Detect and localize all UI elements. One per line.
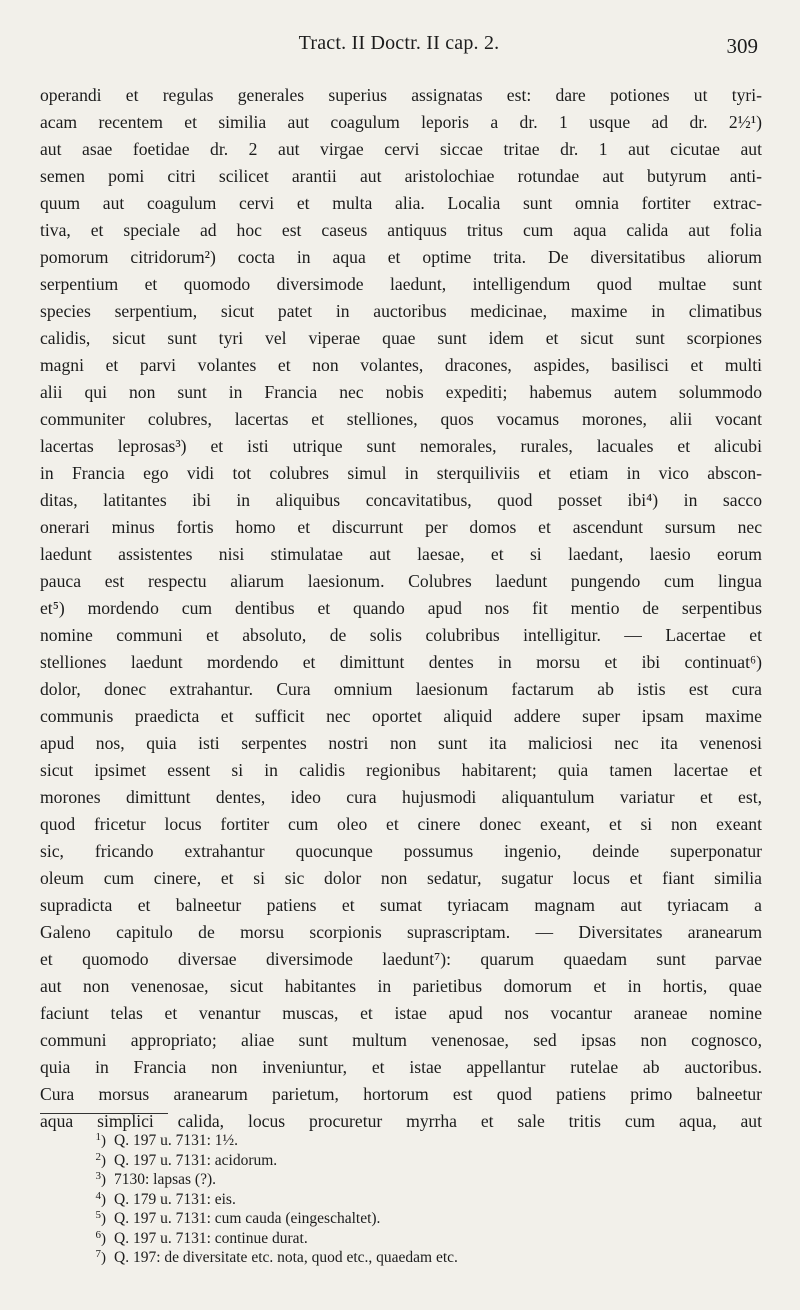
text-line: lacertas leprosas³) et isti utrique sunt nemorales, rurales, lacuales et alicubi xyxy=(40,436,762,456)
footnote-marker: 4 ) xyxy=(40,1187,114,1211)
text-line: supradicta et balneetur patiens et sumat tyriacam magnam aut tyriacam a xyxy=(40,895,762,915)
footnote-marker: 3 ) xyxy=(40,1167,114,1191)
text-line: communi appropriato; aliae sunt multum venenosae, sed ipsas non cognosco, xyxy=(40,1030,762,1050)
footnotes xyxy=(40,1128,600,1265)
page-header xyxy=(40,32,758,62)
text-line: quia in Francia non inveniuntur, et istae appellantur rutelae ab auctoribus. xyxy=(40,1057,762,1077)
footnote xyxy=(40,1128,600,1148)
text-line: tiva, et speciale ad hoc est caseus antiquus tritus cum aqua calida aut folia xyxy=(40,220,762,240)
text-line: dolor, donec extrahantur. Cura omnium laesionum factarum ab istis est cura xyxy=(40,679,762,699)
text-line: communiter colubres, lacertas et stelliones, quos vocamus morones, alii vocant xyxy=(40,409,762,429)
text-line: et quomodo diversae diversimode laedunt⁷): quarum quaedam sunt parvae xyxy=(40,949,762,969)
text-line: aut non venenosae, sicut habitantes in parietibus domorum et in hortis, quae xyxy=(40,976,762,996)
footnote-text: Q. 197: de diversitate etc. nota, quod etc., quaedam etc. xyxy=(114,1249,458,1266)
footnote-rule xyxy=(40,1113,168,1114)
footnote-text: 7130: lapsas (?). xyxy=(114,1171,217,1188)
text-line: stelliones laedunt mordendo et dimittunt dentes in morsu et ibi continuat⁶) xyxy=(40,652,762,672)
text-line: communis praedicta et sufficit nec oportet aliquid addere super ipsam maxime xyxy=(40,706,762,726)
text-line: laedunt assistentes nisi stimulatae aut laesae, et si laedant, laesio eorum xyxy=(40,544,762,564)
footnote-text: Q. 197 u. 7131: 1½. xyxy=(114,1132,238,1149)
footnote-text: Q. 179 u. 7131: eis. xyxy=(114,1190,236,1208)
text-line: quod fricetur locus fortiter cum oleo et cinere donec exeant, et si non exeant xyxy=(40,814,762,834)
footnote xyxy=(40,1148,600,1168)
text-line: Cura morsus aranearum parietum, hortorum est quod patiens primo balneetur xyxy=(40,1084,762,1104)
footnote xyxy=(40,1226,600,1246)
footnote-text: Q. 197 u. 7131: continue durat. xyxy=(114,1229,308,1247)
text-line: quum aut coagulum cervi et multa alia. Localia sunt omnia fortiter extrac- xyxy=(40,193,762,213)
text-line: pomorum citridorum²) cocta in aqua et optime trita. De diversitatibus aliorum xyxy=(40,247,762,267)
text-line: apud nos, quia isti serpentes nostri non sunt ita maliciosi nec ita venenosi xyxy=(40,733,762,753)
footnote-marker: 7 ) xyxy=(40,1245,114,1269)
text-line: sicut ipsimet essent si in calidis regionibus habitarent; quia tamen lacertae et xyxy=(40,760,762,780)
text-line: ditas, latitantes ibi in aliquibus concavitatibus, quod posset ibi⁴) in sacco xyxy=(40,490,762,510)
text-line: morones dimittunt dentes, ideo cura hujusmodi aliquantulum variatur et est, xyxy=(40,787,762,807)
text-line: sic, fricando extrahantur quocunque possumus ingenio, deinde superponatur xyxy=(40,841,762,861)
footnote xyxy=(40,1206,600,1226)
text-line: serpentium et quomodo diversimode laedunt, intelligendum quod multae sunt xyxy=(40,274,762,294)
text-line: nomine communi et absoluto, de solis colubribus intelligitur. — Lacertae et xyxy=(40,625,762,645)
footnote-text: Q. 197 u. 7131: acidorum. xyxy=(114,1151,278,1169)
text-line: acam recentem et similia aut coagulum leporis a dr. 1 usque ad dr. 2½¹) xyxy=(40,112,762,132)
running-head: Tract. II Doctr. II cap. 2. xyxy=(298,32,500,54)
text-line: magni et parvi volantes et non volantes, dracones, aspides, basilisci et multi xyxy=(40,355,762,375)
footnote xyxy=(40,1245,600,1265)
text-line: Galeno capitulo de morsu scorpionis suprascriptam. — Diversitates aranearum xyxy=(40,922,762,942)
text-line: semen pomi citri scilicet arantii aut aristolochiae rotundae aut butyrum anti- xyxy=(40,166,762,186)
footnote-marker: 2 ) xyxy=(40,1148,114,1172)
body-text xyxy=(40,82,762,1135)
text-line: in Francia ego vidi tot colubres simul in sterquiliviis et etiam in vico abscon- xyxy=(40,463,762,483)
text-line: species serpentium, sicut patet in auctoribus medicinae, maxime in climatibus xyxy=(40,301,762,321)
text-line: calidis, sicut sunt tyri vel viperae quae sunt idem et sicut sunt scorpiones xyxy=(40,328,762,348)
page-number: 309 xyxy=(726,34,758,58)
footnote-marker: 1 ) xyxy=(40,1128,114,1152)
text-line: aut asae foetidae dr. 2 aut virgae cervi siccae tritae dr. 1 aut cicutae aut xyxy=(40,139,762,159)
text-line: et⁵) mordendo cum dentibus et quando apud nos fit mentio de serpentibus xyxy=(40,598,762,618)
text-line: alii qui non sunt in Francia nec nobis expediti; habemus autem solummodo xyxy=(40,382,762,402)
text-line: oleum cum cinere, et si sic dolor non sedatur, sugatur locus et fiant similia xyxy=(40,868,762,888)
text-line: pauca est respectu aliarum laesionum. Colubres laedunt pungendo cum lingua xyxy=(40,571,762,591)
footnote-text: Q. 197 u. 7131: cum cauda (eingeschaltet). xyxy=(114,1210,381,1227)
footnote xyxy=(40,1167,600,1187)
text-line: aqua simplici calida, locus procuretur myrrha et sale tritis cum aqua, aut xyxy=(40,1111,762,1131)
footnote xyxy=(40,1187,600,1207)
footnote-marker: 6 ) xyxy=(40,1226,114,1250)
text-line: faciunt telas et venantur muscas, et istae apud nos vocantur araneae nomine xyxy=(40,1003,762,1023)
text-line: operandi et regulas generales superius assignatas est: dare potiones ut tyri- xyxy=(40,85,762,105)
text-line: onerari minus fortis homo et discurrunt per domos et ascendunt sursum nec xyxy=(40,517,762,537)
footnote-marker: 5 ) xyxy=(40,1206,114,1230)
